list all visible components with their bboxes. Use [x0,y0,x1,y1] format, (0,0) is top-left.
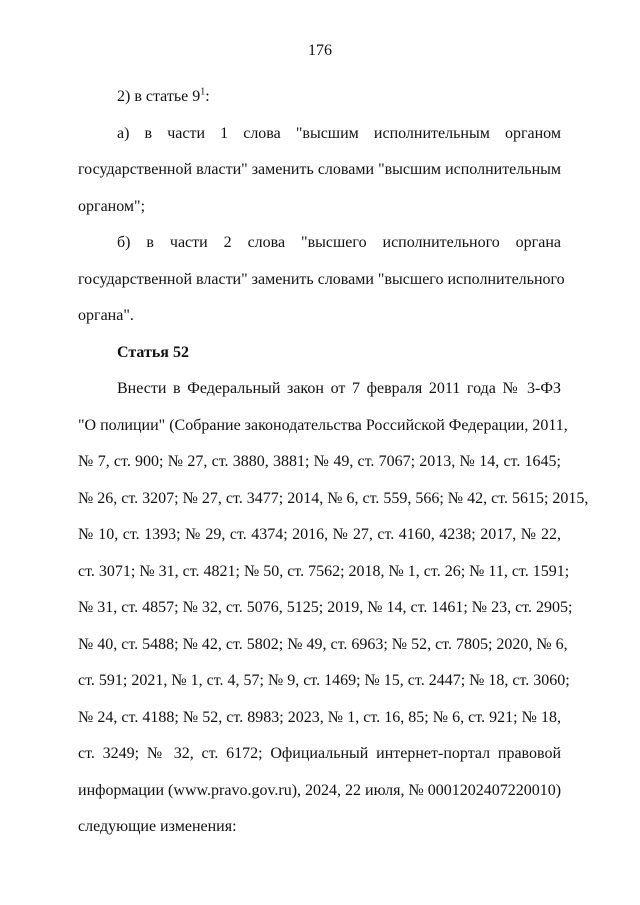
article-body-line-10: № 24, ст. 4188; № 52, ст. 8983; 2023, № 1, ст. 16, 85; № 6, ст. 921; № 18, [78,708,561,726]
article-body-line-3: № 7, ст. 900; № 27, ст. 3880, 3881; № 49, ст. 7067; 2013, № 14, ст. 1645; [78,453,561,470]
article-body-line-8: № 40, ст. 5488; № 42, ст. 5802; № 49, ст. 6963; № 52, ст. 7805; 2020, № 6, [78,635,568,653]
sub-b-line-3: органа". [78,307,134,324]
article-body-line-4: № 26, ст. 3207; № 27, ст. 3477; 2014, № 6, ст. 559, 566; № 42, ст. 5615; 2015, [78,489,589,507]
article-body-line-6: ст. 3071; № 31, ст. 4821; № 50, ст. 7562; 2018, № 1, ст. 26; № 11, ст. 1591; [78,562,570,580]
article-body-line-5: № 10, ст. 1393; № 29, ст. 4374; 2016, № 27, ст. 4160, 4238; 2017, № 22, [78,526,561,543]
article-body-line-13: следующие изменения: [78,818,237,835]
item-2-text: 2) в статье 9 [117,88,201,105]
sub-b-line-2: государственной власти" заменить словами "высшего исполнительного [78,270,565,288]
document-body [78,79,589,846]
sub-a-line-2: государственной власти" заменить словами "высшим исполнительным [78,161,561,178]
article-body-line-12: информации (www.pravo.gov.ru), 2024, 22 июля, № 0001202407220010) [78,781,562,799]
page-number: 176 [308,42,332,59]
item-2-line [78,79,561,116]
item-2-colon: : [205,88,210,105]
sub-b-line-1: б) в части 2 слова "высшего исполнительного органа [117,234,561,251]
article-body-line-7: № 31, ст. 4857; № 32, ст. 5076, 5125; 2019, № 14, ст. 1461; № 23, ст. 2905; [78,599,573,616]
sub-a-line-1: а) в части 1 слова "высшим исполнительным органом [117,124,561,142]
sub-a-line-3: органом"; [78,197,146,215]
article-body-line-9: ст. 591; 2021, № 1, ст. 4, 57; № 9, ст. 1469; № 15, ст. 2447; № 18, ст. 3060; [78,672,570,689]
article-body-line-11: ст. 3249; № 32, ст. 6172; Официальный интернет-портал правовой [78,745,561,762]
article-body-line-1: Внести в Федеральный закон от 7 февраля 2011 года № 3-ФЗ [117,380,561,397]
article-heading: Статья 52 [117,343,189,361]
article-body-line-2: "О полиции" (Собрание законодательства Российской Федерации, 2011, [78,416,568,434]
item-2-superscript: 1 [200,86,206,98]
